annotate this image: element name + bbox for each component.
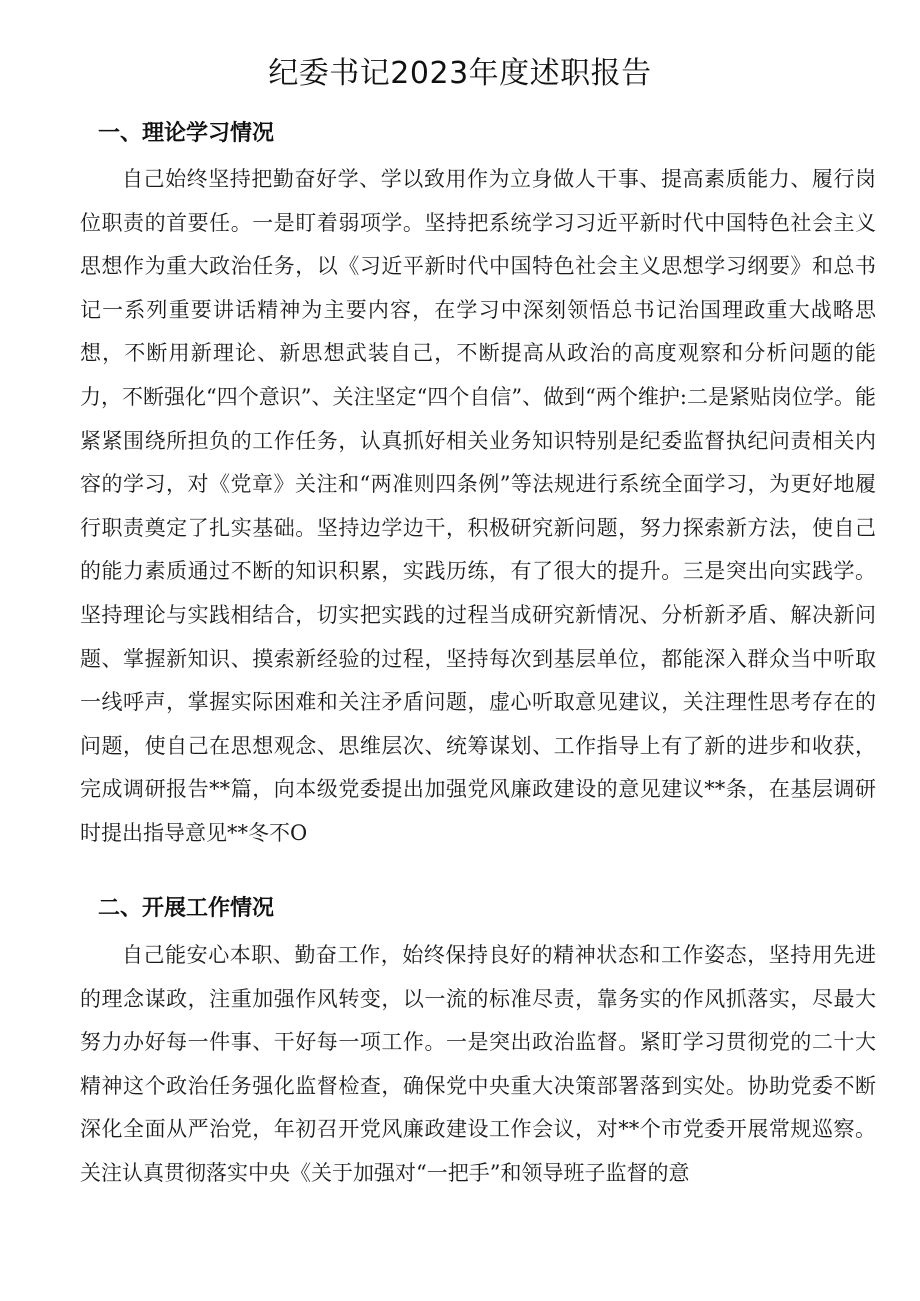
section-paragraph-theory-study: 自己始终坚持把勤奋好学、学以致用作为立身做人干事、提高素质能力、履行岗位职责的首要任。一是盯着弱项学。坚持把系统学习习近平新时代中国特色社会主义思想作为重大政治任务，以《习近平新时代中国特色社会主义思想学习纲要》和总书记一系列重要讲话精神为主要内容，在学习中深刻领悟总书记治国理政重大战略思想，不断用新理论、新思想武装自己，不断提高从政治的高度观察和分析问题的能力，不断强化“四个意识”、关注坚定“四个自信”、做到“两个维护:二是紧贴岗位学。能紧紧围绕所担负的工作任务，认真抓好相关业务知识特别是纪委监督执纪问责相关内容的学习，对《党章》关注和“两准则四条例”等法规进行系统全面学习，为更好地履行职责奠定了扎实基础。坚持边学边干，积极研究新问题，努力探索新方法，使自己的能力素质通过不断的知识积累，实践历练，有了很大的提升。三是突出向实践学。坚持理论与实践相结合，切实把实践的过程当成研究新情况、分析新矛盾、解决新问题、掌握新知识、摸索新经验的过程，坚持每次到基层单位，都能深入群众当中听取一线呼声，掌握实际困难和关注矛盾问题，虚心听取意见建议，关注理性思考存在的问题，使自己在思想观念、思维层次、统筹谋划、工作指导上有了新的进步和收获，完成调研报告**篇，向本级党委提出加强党风廉政建设的意见建议**条，在基层调研时提出指导意见**冬不O xyxy=(80,167,876,845)
section-heading-theory-study: 一、理论学习情况 xyxy=(98,121,275,146)
section-heading-work-carried-out: 二、开展工作情况 xyxy=(98,896,275,921)
section-paragraph-work-carried-out: 自己能安心本职、勤奋工作，始终保持良好的精神状态和工作姿态，坚持用先进的理念谋政，注重加强作风转变，以一流的标准尽责，靠务实的作风抓落实，尽最大努力办好每一件事、干好每一项工作。一是突出政治监督。紧盯学习贯彻党的二十大精神这个政治任务强化监督检查，确保党中央重大决策部署落到实处。协助党委不断深化全面从严治党，年初召开党风廉政建设工作会议，对**个市党委开展常规巡察。关注认真贯彻落实中央《关于加强对“一把手”和领导班子监督的意 xyxy=(80,943,876,1185)
document-title: 纪委书记2023年度述职报告 xyxy=(268,56,652,91)
